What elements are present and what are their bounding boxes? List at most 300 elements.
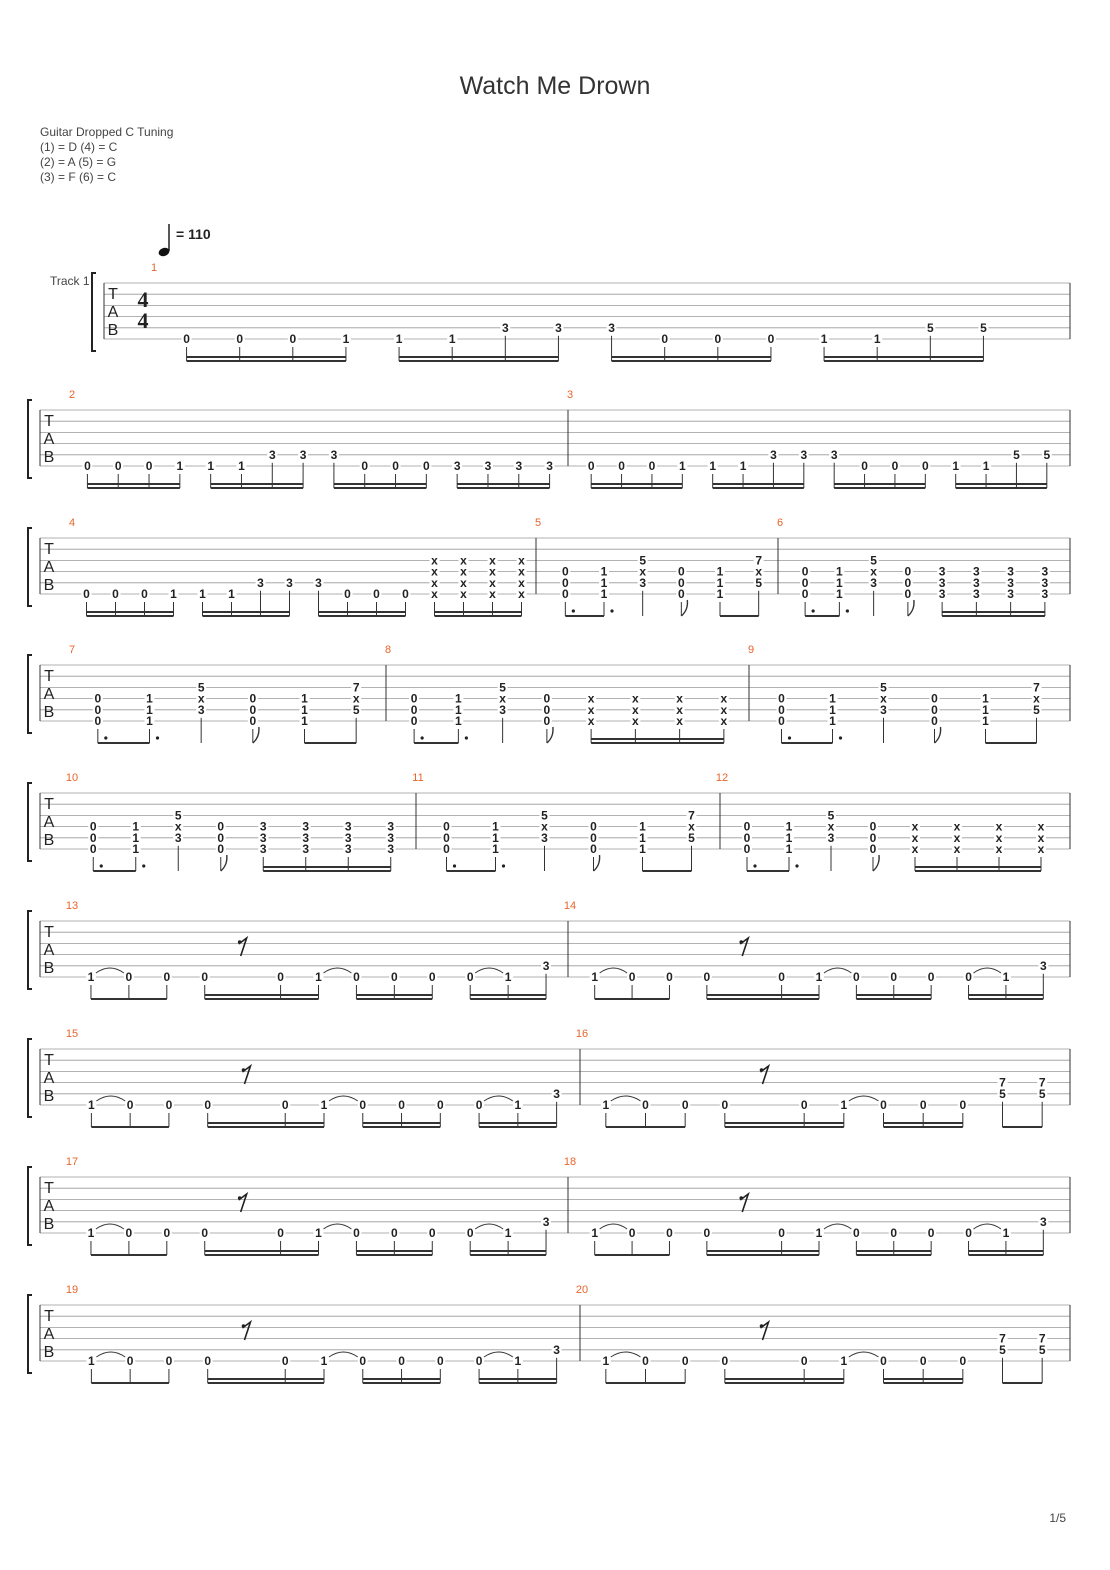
tab-clef-a: A [107, 304, 119, 321]
fret-number: 0 [443, 842, 450, 856]
dead-note: x [460, 564, 467, 579]
fret-number: 1 [455, 714, 462, 728]
fret-number: 5 [499, 680, 506, 695]
dead-note: x [995, 830, 1003, 845]
fret-number: 7 [1038, 1075, 1046, 1090]
tie [849, 1096, 879, 1101]
system-bracket [28, 655, 32, 733]
fret-number: 3 [259, 830, 267, 845]
measure-number: 9 [747, 644, 755, 656]
fret-number: 0 [778, 1226, 785, 1240]
tab-clef-t: T [44, 668, 54, 685]
fret-number: 1 [492, 819, 499, 834]
fret-number: 3 [484, 459, 492, 473]
fret-number: 3 [257, 575, 264, 590]
fret-number: 0 [677, 575, 685, 590]
measure-number: 5 [534, 517, 542, 529]
dead-note: x [518, 587, 525, 601]
measure-number: 8 [384, 644, 392, 656]
fret-number: 0 [443, 830, 450, 845]
flag [873, 855, 879, 871]
fret-number: 0 [681, 1354, 689, 1368]
fret-number: 3 [174, 830, 182, 845]
time-signature-bottom: 4 [137, 308, 149, 333]
fret-number: 0 [890, 1226, 898, 1240]
fret-number: 1 [602, 1098, 610, 1112]
tie [824, 1224, 851, 1229]
fret-number: 1 [207, 459, 214, 473]
fret-number: 1 [836, 564, 843, 579]
tab-clef-t: T [44, 1052, 54, 1069]
dead-note: x [489, 575, 496, 590]
fret-number: 0 [543, 691, 551, 706]
fret-number: 1 [301, 702, 308, 717]
fret-number: 0 [869, 819, 877, 834]
fret-number: 1 [836, 575, 843, 590]
fret-number: 3 [387, 830, 395, 845]
fret-number: 0 [398, 1354, 405, 1368]
dead-note: x [632, 702, 639, 717]
fret-number: 0 [618, 459, 625, 473]
fret-number: 1 [146, 714, 153, 728]
dead-note: x [720, 714, 728, 728]
fret-number: 7 [755, 553, 763, 568]
tab-clef-b: B [43, 577, 55, 594]
fret-number: 3 [553, 1086, 560, 1101]
flag [547, 727, 553, 743]
fret-number: 1 [982, 691, 989, 706]
tab-clef-a: A [43, 686, 55, 703]
tab-system-8 [28, 1167, 1070, 1255]
fret-number: 0 [249, 714, 257, 728]
fret-number: 0 [861, 459, 868, 473]
rest-dot [760, 1324, 764, 1328]
fret-number: 0 [714, 332, 722, 346]
fret-number: 1 [982, 702, 989, 717]
tie [974, 968, 1001, 973]
fret-number: 3 [344, 830, 352, 845]
fret-number: 1 [785, 819, 793, 834]
fret-number: 3 [542, 1214, 550, 1229]
fret-number: 0 [201, 1226, 209, 1240]
fret-number: 0 [931, 714, 938, 728]
rhythm-dot [104, 736, 107, 739]
rest-dot [242, 1068, 246, 1072]
fret-number: 5 [639, 553, 647, 568]
fret-number: 0 [373, 587, 380, 601]
fret-number: 3 [344, 842, 352, 856]
fret-number: 5 [980, 320, 987, 335]
fret-number: 0 [183, 332, 190, 346]
rhythm-dot [846, 609, 849, 612]
fret-number: 3 [330, 447, 338, 462]
rhythm-dot [156, 736, 159, 739]
fret-number: 0 [800, 1098, 808, 1112]
fret-number: 0 [125, 970, 133, 984]
fret-number: 1 [455, 691, 462, 706]
fret-number: 1 [176, 459, 184, 473]
fret-number: 3 [499, 702, 506, 717]
fret-number: 0 [778, 691, 785, 706]
fret-number: 5 [870, 553, 877, 568]
fret-number: 3 [827, 830, 835, 845]
fret-number: 3 [302, 842, 310, 856]
measure-number: 17 [65, 1156, 79, 1168]
fret-number: 5 [1043, 447, 1051, 462]
dead-note: x [431, 553, 438, 568]
dead-note: x [911, 830, 919, 845]
fret-number: 0 [141, 587, 148, 601]
fret-number: 3 [938, 564, 946, 579]
fret-number: 0 [931, 691, 938, 706]
rest-dot [238, 1196, 242, 1200]
fret-number: 1 [301, 714, 308, 728]
fret-number: 0 [869, 830, 877, 845]
fret-number: 1 [815, 1226, 823, 1240]
tuning-line-1: (1) = D (4) = C [40, 140, 118, 154]
tab-clef-b: B [43, 1216, 55, 1233]
fret-number: 0 [853, 1226, 860, 1240]
dead-note: x [460, 575, 467, 590]
dead-note: x [518, 564, 525, 579]
measure-number: 15 [65, 1028, 79, 1040]
fret-number: 0 [402, 587, 409, 601]
dead-note: x [911, 819, 919, 834]
fret-number: 3 [1007, 564, 1014, 579]
fret-number: 3 [608, 320, 615, 335]
fret-number: 0 [359, 1098, 367, 1112]
measure-number: 14 [563, 900, 577, 912]
fret-number: 0 [410, 714, 418, 728]
fret-number: 0 [165, 1354, 173, 1368]
tie [600, 968, 627, 973]
fret-number: 0 [428, 1226, 436, 1240]
dead-note: x [911, 842, 919, 856]
fret-number: 0 [869, 842, 877, 856]
tie [475, 968, 503, 973]
tab-clef-b: B [43, 704, 55, 721]
dead-note: x [632, 691, 639, 706]
fret-number: 0 [249, 702, 257, 717]
fret-number: 1 [87, 1226, 95, 1240]
fret-number: 0 [277, 1226, 284, 1240]
fret-number: 0 [661, 332, 669, 346]
tab-clef-t: T [108, 286, 118, 303]
fret-number: 1 [228, 587, 235, 601]
fret-number: 0 [466, 1226, 474, 1240]
fret-number: 0 [201, 970, 209, 984]
fret-number: 0 [126, 1098, 134, 1112]
dead-note: x [499, 691, 506, 706]
rhythm-dot [453, 864, 456, 867]
fret-number: 3 [880, 702, 887, 717]
fret-number: 0 [965, 970, 972, 984]
tab-system-2 [28, 400, 1070, 488]
fret-number: 1 [602, 1354, 610, 1368]
dead-note: x [755, 564, 763, 579]
fret-number: 0 [642, 1098, 649, 1112]
fret-number: 0 [281, 1354, 289, 1368]
measure-number: 7 [68, 644, 76, 656]
fret-number: 0 [84, 459, 91, 473]
fret-number: 1 [840, 1098, 848, 1112]
system-bracket [28, 1295, 32, 1373]
fret-number: 0 [392, 459, 399, 473]
tab-clef-b: B [43, 832, 55, 849]
dead-note: x [720, 691, 728, 706]
tuning-name: Guitar Dropped C Tuning [40, 125, 174, 139]
page-number: 1/5 [1049, 1511, 1066, 1525]
fret-number: 5 [880, 680, 887, 695]
fret-number: 0 [204, 1354, 212, 1368]
tab-clef-a: A [43, 1198, 55, 1215]
system-bracket [28, 528, 32, 606]
flag [908, 600, 914, 616]
tab-clef-a: A [43, 1070, 55, 1087]
measure-number: 12 [715, 772, 729, 784]
dead-note: x [541, 819, 548, 834]
fret-number: 3 [302, 819, 310, 834]
rhythm-dot [839, 736, 842, 739]
fret-number: 0 [561, 587, 569, 601]
fret-number: 5 [352, 702, 360, 717]
tie [611, 1096, 641, 1101]
fret-number: 1 [504, 970, 512, 984]
fret-number: 3 [387, 819, 395, 834]
fret-number: 0 [443, 819, 450, 834]
dead-note: x [995, 819, 1003, 834]
fret-number: 1 [982, 714, 989, 728]
flag [935, 727, 941, 743]
fret-number: 0 [743, 830, 751, 845]
fret-number: 1 [785, 842, 793, 856]
fret-number: 3 [259, 819, 267, 834]
dead-note: x [870, 564, 877, 579]
fret-number: 0 [561, 564, 569, 579]
flag [681, 600, 687, 616]
tie [96, 1096, 125, 1101]
fret-number: 0 [801, 564, 809, 579]
fret-number: 1 [716, 564, 724, 579]
fret-number: 3 [299, 447, 307, 462]
fret-number: 0 [277, 970, 284, 984]
fret-number: 0 [891, 459, 899, 473]
fret-number: 1 [639, 830, 646, 845]
fret-number: 0 [587, 459, 595, 473]
fret-number: 5 [174, 808, 182, 823]
tab-clef-a: A [43, 431, 55, 448]
fret-number: 0 [165, 1098, 173, 1112]
dead-note: x [1037, 819, 1045, 834]
fret-number: 1 [455, 702, 462, 717]
fret-number: 0 [163, 1226, 171, 1240]
fret-number: 1 [709, 459, 717, 473]
dead-note: x [518, 575, 525, 590]
fret-number: 1 [146, 691, 153, 706]
fret-number: 0 [721, 1354, 729, 1368]
flag [253, 727, 259, 743]
fret-number: 3 [515, 459, 523, 473]
measure-number: 13 [65, 900, 79, 912]
flag [594, 855, 600, 871]
tab-clef-t: T [44, 541, 54, 558]
fret-number: 0 [125, 1226, 133, 1240]
tie [96, 968, 124, 973]
fret-number: 0 [677, 587, 685, 601]
rhythm-dot [502, 864, 505, 867]
fret-number: 1 [840, 1354, 848, 1368]
fret-number: 0 [281, 1098, 289, 1112]
fret-number: 1 [591, 970, 599, 984]
fret-number: 3 [830, 447, 838, 462]
fret-number: 0 [904, 564, 912, 579]
fret-number: 7 [1038, 1331, 1046, 1346]
fret-number: 5 [197, 680, 205, 695]
tab-clef-t: T [44, 413, 54, 430]
dead-note: x [460, 587, 467, 601]
fret-number: 0 [94, 691, 102, 706]
dead-note: x [688, 819, 695, 834]
tab-clef-b: B [43, 960, 55, 977]
fret-number: 0 [410, 702, 418, 717]
fret-number: 3 [197, 702, 205, 717]
fret-number: 0 [353, 970, 360, 984]
fret-number: 1 [146, 702, 153, 717]
fret-number: 0 [880, 1098, 887, 1112]
fret-number: 1 [448, 332, 456, 346]
fret-number: 0 [423, 459, 430, 473]
tie [484, 1352, 513, 1357]
tab-clef-b: B [43, 1088, 55, 1105]
fret-number: 0 [391, 970, 398, 984]
fret-number: 0 [959, 1354, 967, 1368]
fret-number: 1 [88, 1098, 95, 1112]
fret-number: 0 [890, 970, 898, 984]
fret-number: 5 [1038, 1086, 1046, 1101]
song-title: Watch Me Drown [459, 72, 651, 100]
fret-number: 1 [504, 1226, 512, 1240]
fret-number: 5 [1013, 447, 1020, 462]
fret-number: 0 [543, 714, 551, 728]
dead-note: x [953, 830, 961, 845]
tie [324, 1224, 352, 1229]
fret-number: 1 [315, 1226, 322, 1240]
fret-number: 3 [268, 447, 276, 462]
measure-number: 18 [563, 1156, 577, 1168]
tie [329, 1096, 358, 1101]
tie [824, 968, 851, 973]
fret-number: 0 [919, 1098, 927, 1112]
dead-note: x [587, 702, 595, 717]
fret-number: 3 [259, 842, 267, 856]
tie [96, 1224, 124, 1229]
tab-clef-t: T [44, 924, 54, 941]
fret-number: 0 [904, 575, 912, 590]
fret-number: 3 [938, 575, 946, 590]
tie [96, 1352, 125, 1357]
fret-number: 5 [999, 1342, 1006, 1357]
system-bracket [28, 911, 32, 989]
fret-number: 3 [1039, 1214, 1047, 1229]
fret-number: 7 [352, 680, 360, 695]
fret-number: 0 [163, 970, 171, 984]
dead-note: x [587, 691, 595, 706]
flag [221, 855, 227, 871]
fret-number: 1 [820, 332, 828, 346]
fret-number: 3 [1041, 575, 1049, 590]
fret-number: 0 [89, 819, 97, 834]
fret-number: 0 [648, 459, 656, 473]
fret-number: 7 [1033, 680, 1040, 695]
dead-note: x [953, 819, 961, 834]
fret-number: 0 [919, 1354, 927, 1368]
tab-clef-b: B [107, 322, 119, 339]
dead-note: x [489, 587, 496, 601]
fret-number: 3 [542, 958, 550, 973]
fret-number: 3 [541, 830, 548, 845]
fret-number: 5 [926, 320, 934, 335]
fret-number: 0 [289, 332, 297, 346]
dead-note: x [431, 575, 438, 590]
fret-number: 1 [739, 459, 747, 473]
fret-number: 0 [126, 1354, 134, 1368]
fret-number: 0 [666, 970, 673, 984]
fret-number: 0 [112, 587, 119, 601]
fret-number: 0 [543, 702, 551, 717]
fret-number: 0 [466, 970, 474, 984]
fret-number: 3 [286, 575, 293, 590]
fret-number: 1 [829, 714, 836, 728]
fret-number: 1 [238, 459, 245, 473]
fret-number: 0 [628, 1226, 636, 1240]
system-bracket [28, 1167, 32, 1245]
time-signature-top: 4 [137, 287, 149, 312]
fret-number: 0 [801, 575, 809, 590]
fret-number: 0 [249, 691, 257, 706]
tie [974, 1224, 1001, 1229]
dead-note: x [197, 691, 205, 706]
fret-number: 1 [873, 332, 881, 346]
dead-note: x [676, 691, 683, 706]
tuning-line-3: (3) = F (6) = C [40, 170, 117, 184]
dead-note: x [518, 553, 525, 568]
fret-number: 0 [89, 842, 97, 856]
fret-number: 3 [973, 564, 980, 579]
tie [484, 1096, 513, 1101]
track-label: Track 1 [50, 274, 90, 288]
tab-system-1 [92, 273, 1070, 361]
fret-number: 5 [755, 575, 763, 590]
fret-number: 1 [716, 587, 724, 601]
fret-number: 0 [590, 842, 597, 856]
fret-number: 1 [199, 587, 206, 601]
tie [849, 1352, 879, 1357]
fret-number: 0 [590, 819, 597, 834]
fret-number: 1 [600, 575, 608, 590]
fret-number: 1 [591, 1226, 599, 1240]
dead-note: x [1033, 691, 1040, 706]
dead-note: x [431, 587, 438, 601]
dead-note: x [720, 702, 728, 717]
fret-number: 3 [553, 1342, 560, 1357]
fret-number: 1 [492, 830, 499, 845]
fret-number: 7 [999, 1331, 1006, 1346]
fret-number: 3 [1041, 564, 1049, 579]
fret-number: 3 [1039, 958, 1047, 973]
fret-number: 0 [94, 714, 102, 728]
tie [475, 1224, 503, 1229]
fret-number: 0 [344, 587, 351, 601]
